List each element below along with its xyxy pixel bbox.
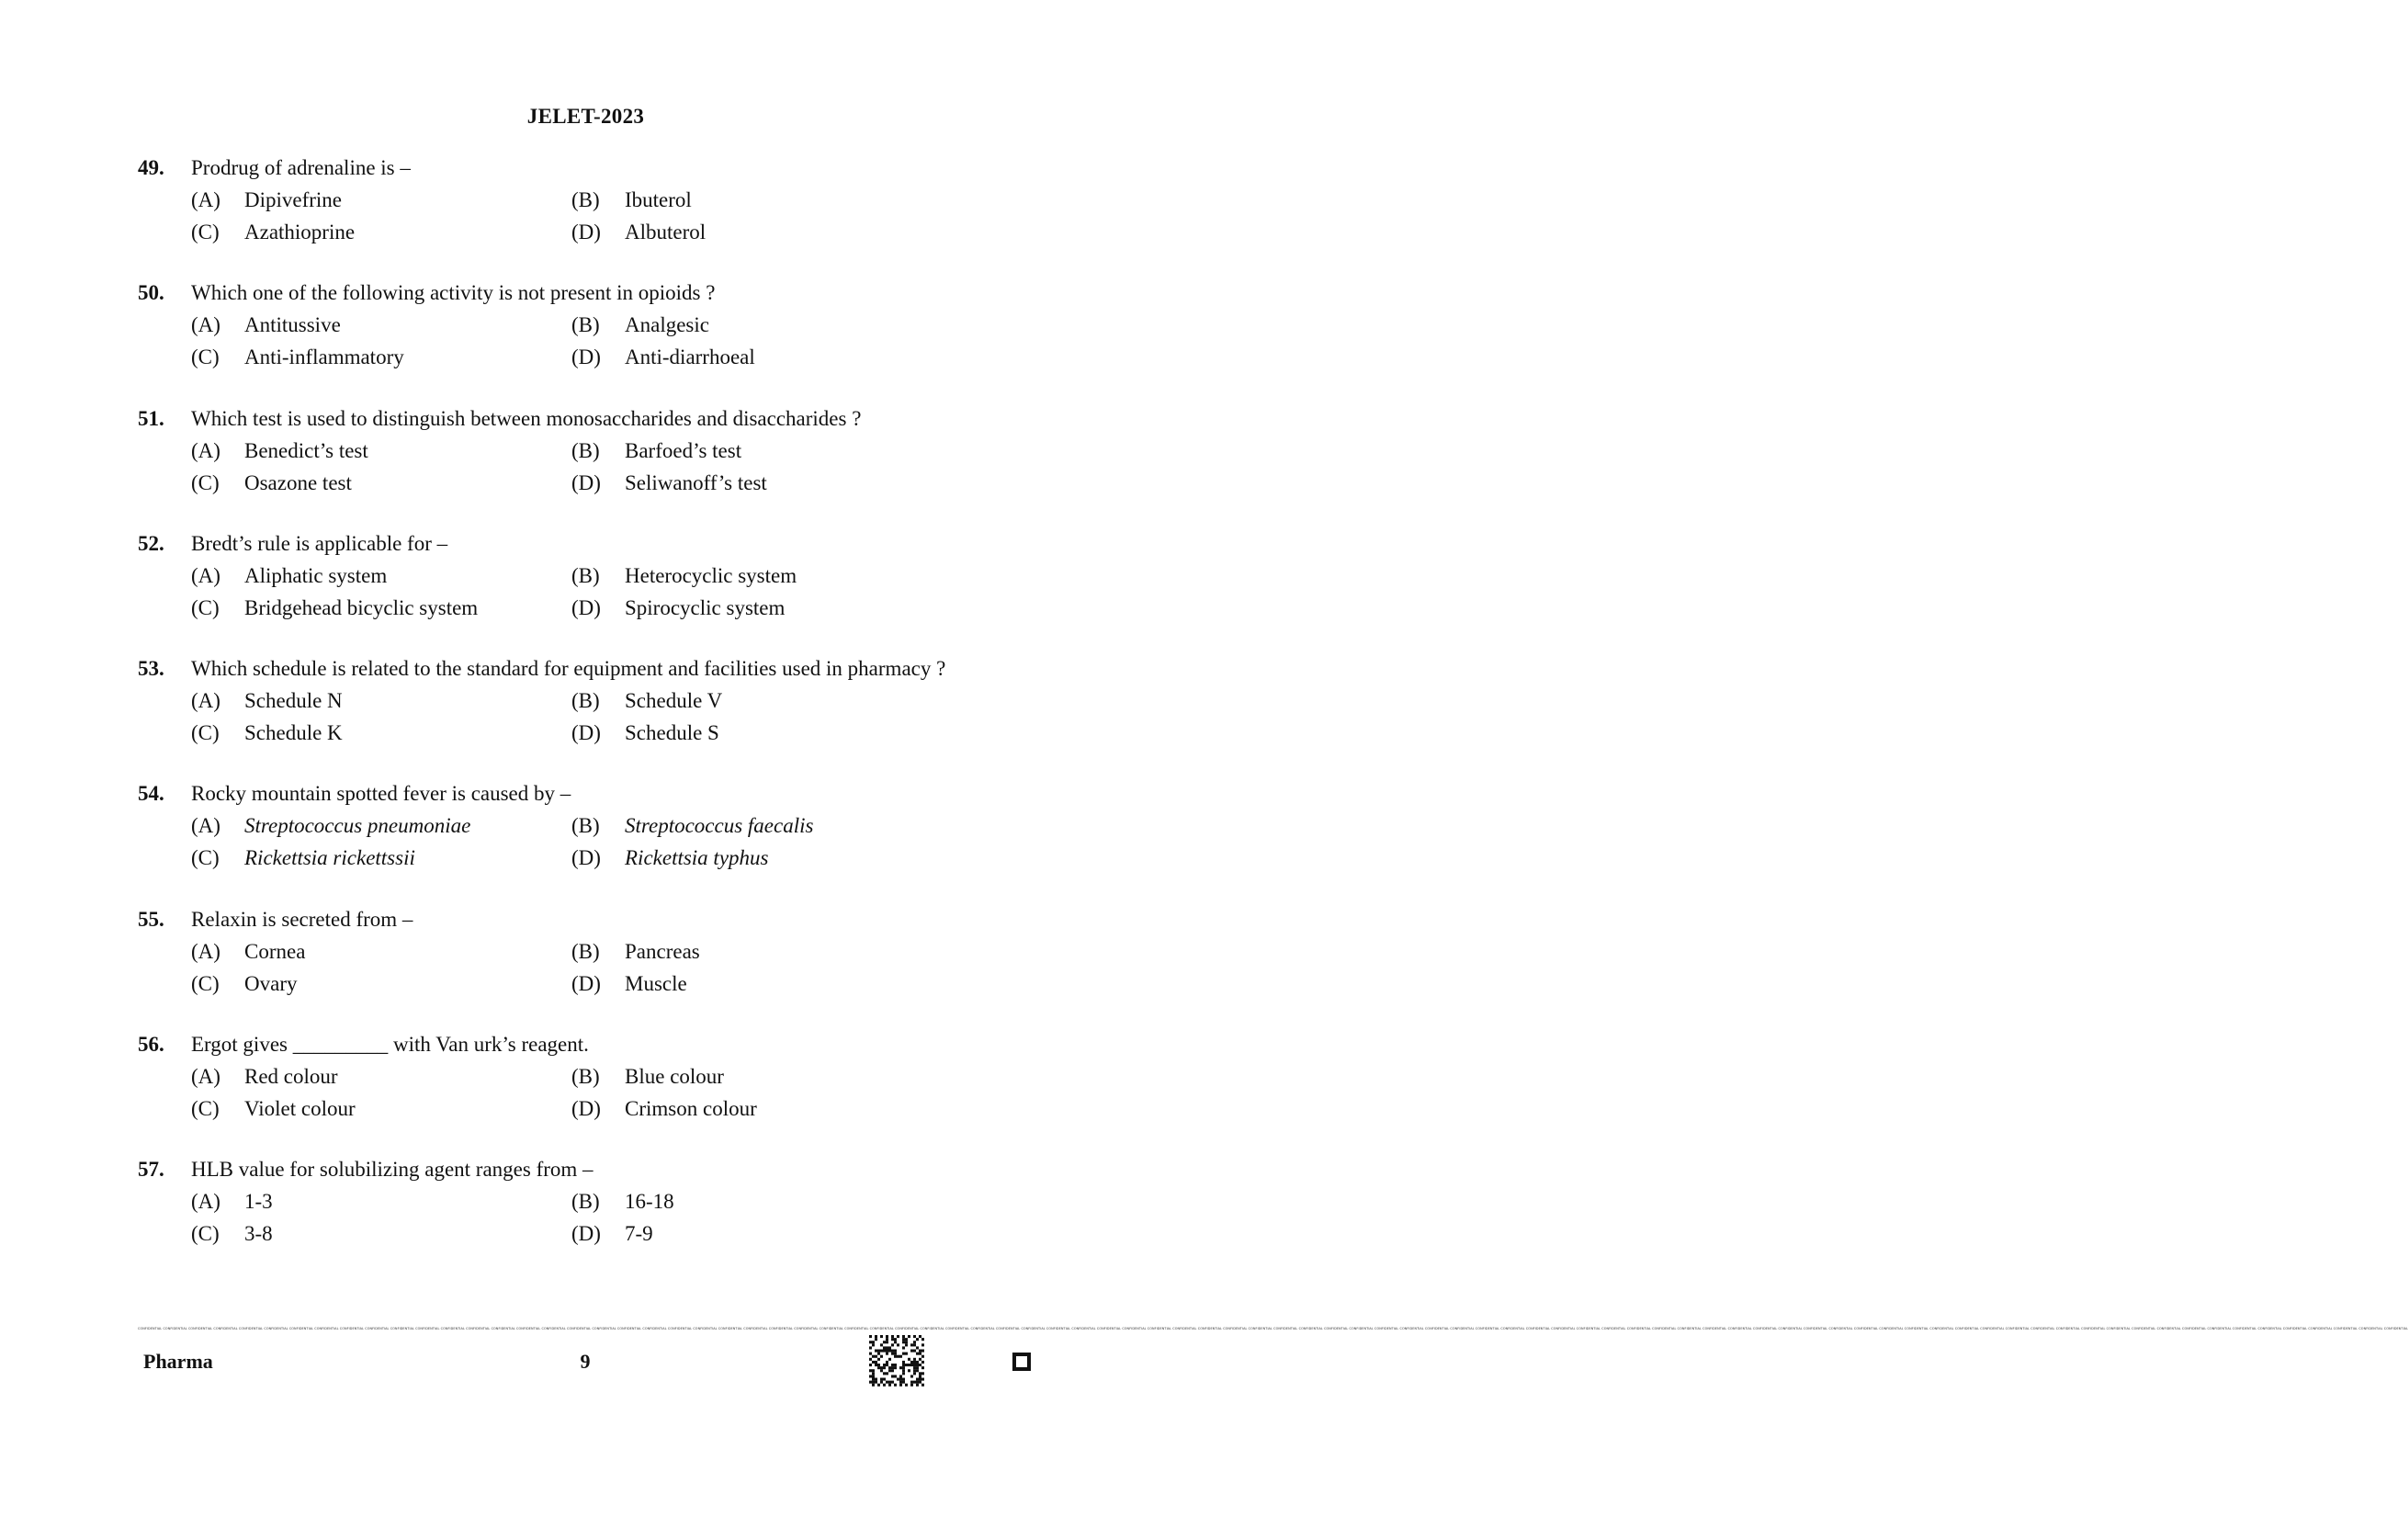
option-label: (D) <box>571 971 601 995</box>
option-text: Schedule K <box>244 721 343 745</box>
question-number: 52. <box>138 531 164 555</box>
option-label: (A) <box>191 438 220 462</box>
option-text: 7-9 <box>625 1222 653 1246</box>
option-text: Osazone test <box>244 470 352 494</box>
option-label: (B) <box>571 1065 600 1089</box>
question-56 <box>138 1029 1057 1154</box>
option-text: Schedule V <box>625 689 723 713</box>
option-text: 16-18 <box>625 1190 674 1214</box>
option-label: (D) <box>571 595 601 619</box>
option-label: (D) <box>571 1097 601 1121</box>
option-text: Seliwanoff’s test <box>625 470 767 494</box>
option-text: Pancreas <box>625 939 700 963</box>
option-text: Anti-inflammatory <box>244 345 404 369</box>
option-label: (D) <box>571 721 601 745</box>
option-label: (D) <box>571 846 601 870</box>
option-text: Crimson colour <box>625 1097 757 1121</box>
option-label: (A) <box>191 939 220 963</box>
option-text: Red colour <box>244 1065 338 1089</box>
option-text: Schedule N <box>244 689 343 713</box>
option-label: (D) <box>571 470 601 494</box>
page-title: JELET-2023 <box>526 105 645 128</box>
option-label: (A) <box>191 188 220 211</box>
option-text: 1-3 <box>244 1190 273 1214</box>
question-number: 57. <box>138 1158 164 1182</box>
option-label: (D) <box>571 1222 601 1246</box>
question-number: 56. <box>138 1033 164 1057</box>
question-50 <box>138 277 1057 402</box>
option-text: Azathioprine <box>244 221 356 243</box>
option-text: Benedict’s test <box>244 438 368 462</box>
option-label: (A) <box>191 313 220 337</box>
option-label: (B) <box>571 689 600 713</box>
option-text: Heterocyclic system <box>625 563 797 587</box>
option-text: Muscle <box>625 971 687 995</box>
question-text: HLB value for solubilizing agent ranges from – <box>191 1158 594 1182</box>
option-label: (A) <box>191 1065 220 1089</box>
option-label: (B) <box>571 438 600 462</box>
option-text: Blue colour <box>625 1065 724 1089</box>
option-label: (D) <box>571 221 601 243</box>
question-text: Relaxin is secreted from – <box>191 907 413 931</box>
question-49 <box>138 153 1057 277</box>
question-list <box>138 153 1057 1280</box>
option-text: Cornea <box>244 939 306 963</box>
option-label: (B) <box>571 313 600 337</box>
option-label: (B) <box>571 188 600 211</box>
option-label: (D) <box>571 345 601 369</box>
question-number: 54. <box>138 782 164 806</box>
qr-code-icon <box>869 1335 924 1387</box>
option-text: Streptococcus pneumoniae <box>244 814 471 838</box>
question-text: Ergot gives _________ with Van urk’s reagent. <box>191 1033 589 1057</box>
option-text: Rickettsia rickettssii <box>244 846 415 870</box>
option-label: (C) <box>191 971 220 995</box>
option-label: (C) <box>191 721 220 745</box>
option-label: (C) <box>191 595 220 619</box>
option-label: (C) <box>191 221 220 243</box>
option-text: Aliphatic system <box>244 563 388 587</box>
question-text: Which one of the following activity is not present in opioids ? <box>191 281 716 305</box>
option-label: (A) <box>191 814 220 838</box>
square-marker-icon <box>1012 1353 1031 1371</box>
option-label: (B) <box>571 814 600 838</box>
option-label: (C) <box>191 345 220 369</box>
option-text: Barfoed’s test <box>625 438 742 462</box>
option-label: (C) <box>191 1222 220 1246</box>
footer-subject: Pharma <box>143 1350 213 1373</box>
option-text: Spirocyclic system <box>625 595 786 619</box>
question-54 <box>138 778 1057 903</box>
question-number: 55. <box>138 907 164 931</box>
confidential-strip: CONFIDENTIAL CONFIDENTIAL CONFIDENTIAL CONFIDENTIAL CONFIDENTIAL CONFIDENTIAL CONFIDENTIAL CONFIDENTIAL CONFIDENTIAL CONFIDENTIAL CONFIDENTIAL CONFIDENTIAL CONFIDENTIAL CONFIDENTIAL CONFIDENTIAL CONFIDENTIAL CONFIDENTIAL CONFIDENTIAL CONFIDENTIAL CONFIDENTIAL CONFIDENTIAL CONFIDENTIAL CONFIDENTIAL CONFIDENTIAL CONFIDENTIAL CONFIDENTIAL CONFIDENTIAL CONFIDENTIAL CONFIDENTIAL CONFIDENTIAL CONFIDENTIAL CONFIDENTIAL CONFIDENTIAL CONFIDENTIAL CONFIDENTIAL CONFIDENTIAL CONFIDENTIAL CONFIDENTIAL CONFIDENTIAL CONFIDENTIAL CONFIDENTIAL CONFIDENTIAL CONFIDENTIAL CONFIDENTIAL CONFIDENTIAL CONFIDENTIAL CONFIDENTIAL CONFIDENTIAL CONFIDENTIAL CONFIDENTIAL CONFIDENTIAL CONFIDENTIAL CONFIDENTIAL CONFIDENTIAL CONFIDENTIAL CONFIDENTIAL CONFIDENTIAL CONFIDENTIAL CONFIDENTIAL CONFIDENTIAL CONFIDENTIAL CONFIDENTIAL CONFIDENTIAL CONFIDENTIAL CONFIDENTIAL CONFIDENTIAL CONFIDENTIAL CONFIDENTIAL CONFIDENTIAL CONFIDENTIAL CONFIDENTIAL CONFIDENTIAL CONFIDENTIAL CONFIDENTIAL CONFIDENTIAL CONFIDENTIAL CONFIDENTIAL CONFIDENTIAL CONFIDENTIAL CONFIDENTIAL CONFIDENTIAL CONFIDENTIAL CONFIDENTIAL CONFIDENTIAL CONFIDENTIAL CONFIDENTIAL CONFIDENTIAL CONFIDENTIAL CONFIDENTIAL CONFIDENTIAL <box>138 1327 2408 1330</box>
option-text: Anti-diarrhoeal <box>625 345 755 369</box>
option-text: Dipivefrine <box>244 188 343 211</box>
option-label: (C) <box>191 1097 220 1121</box>
option-label: (B) <box>571 1190 600 1214</box>
option-label: (B) <box>571 939 600 963</box>
option-text: Streptococcus faecalis <box>625 814 814 838</box>
question-number: 50. <box>138 281 164 305</box>
page-number: 9 <box>580 1350 591 1373</box>
option-label: (A) <box>191 1190 220 1214</box>
question-text: Bredt’s rule is applicable for – <box>191 531 448 555</box>
option-label: (C) <box>191 470 220 494</box>
option-text: Analgesic <box>625 313 709 337</box>
question-number: 53. <box>138 657 164 681</box>
question-text: Rocky mountain spotted fever is caused by – <box>191 782 571 806</box>
question-text: Which test is used to distinguish between monosaccharides and disaccharides ? <box>191 406 862 430</box>
question-text: Prodrug of adrenaline is – <box>191 156 411 179</box>
question-53 <box>138 653 1057 778</box>
option-text: Albuterol <box>625 221 707 243</box>
option-label: (A) <box>191 689 220 713</box>
question-number: 51. <box>138 406 164 430</box>
option-text: Bridgehead bicyclic system <box>244 595 479 619</box>
question-text: Which schedule is related to the standard for equipment and facilities used in pharmacy ? <box>191 657 946 681</box>
question-52 <box>138 528 1057 653</box>
option-text: Ibuterol <box>625 188 692 211</box>
question-57 <box>138 1154 1057 1279</box>
option-text: Antitussive <box>244 313 341 337</box>
question-51 <box>138 403 1057 528</box>
option-text: 3-8 <box>244 1222 273 1246</box>
question-55 <box>138 904 1057 1029</box>
option-text: Ovary <box>244 971 298 995</box>
option-label: (A) <box>191 563 220 587</box>
option-text: Violet colour <box>244 1097 356 1121</box>
question-number: 49. <box>138 156 164 179</box>
option-text: Rickettsia typhus <box>625 846 769 870</box>
option-text: Schedule S <box>625 721 719 745</box>
option-label: (B) <box>571 563 600 587</box>
option-label: (C) <box>191 846 220 870</box>
